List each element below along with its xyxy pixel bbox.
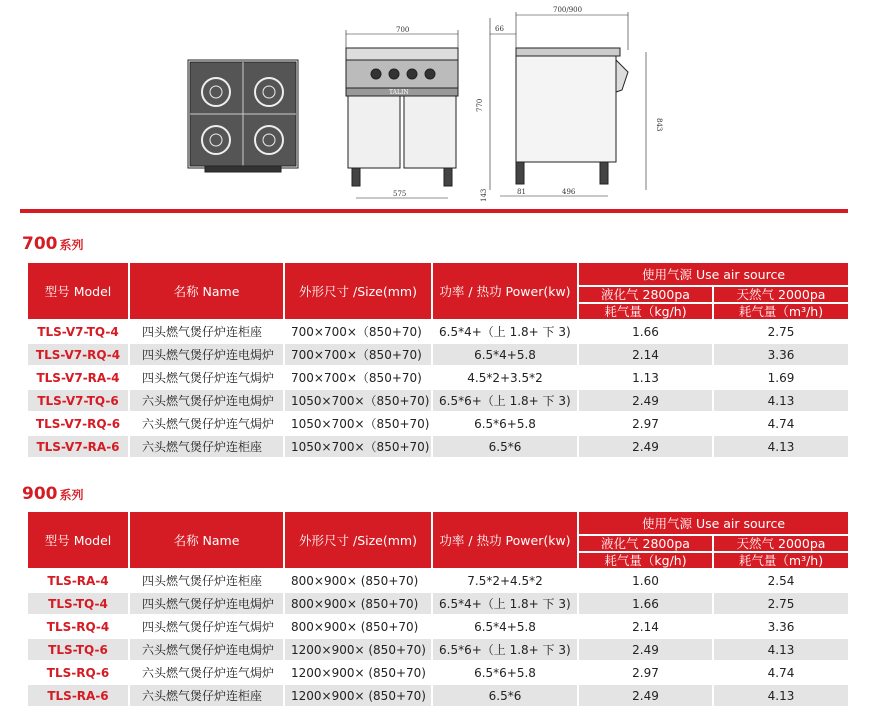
power-cell: 6.5*6 xyxy=(432,684,578,707)
name-cell: 四头燃气煲仔炉连电焗炉 xyxy=(129,343,284,366)
size-cell: 700×700×（850+70) xyxy=(284,366,432,389)
table-row xyxy=(27,343,849,366)
side-offset-dim: 66 xyxy=(495,25,504,33)
header-lpg: 液化气 2800pa xyxy=(578,535,713,552)
power-cell: 6.5*6+5.8 xyxy=(432,661,578,684)
model-cell: TLS-V7-RA-6 xyxy=(27,435,129,458)
model-cell: TLS-TQ-6 xyxy=(27,638,129,661)
name-cell: 六头燃气煲仔炉连气焗炉 xyxy=(129,412,284,435)
front-view-drawing xyxy=(346,30,458,198)
header-lpg-unit: 耗气量（kg/h) xyxy=(578,303,713,320)
name-cell: 四头燃气煲仔炉连柜座 xyxy=(129,569,284,592)
table-row xyxy=(27,661,849,684)
ng-cell: 4.13 xyxy=(713,684,849,707)
series-700-table xyxy=(26,261,850,459)
table-row xyxy=(27,366,849,389)
table-row xyxy=(27,592,849,615)
side-bottom-right-dim: 496 xyxy=(562,188,576,196)
table-row xyxy=(27,412,849,435)
power-cell: 6.5*4+5.8 xyxy=(432,615,578,638)
lpg-cell: 2.97 xyxy=(578,412,713,435)
header-air-source: 使用气源 Use air source xyxy=(578,511,849,535)
lpg-cell: 1.66 xyxy=(578,592,713,615)
model-cell: TLS-V7-RQ-6 xyxy=(27,412,129,435)
ng-cell: 2.75 xyxy=(713,592,849,615)
size-cell: 1050×700×（850+70) xyxy=(284,389,432,412)
header-name: 名称 Name xyxy=(129,262,284,320)
header-power: 功率 / 热功 Power(kw) xyxy=(432,262,578,320)
size-cell: 1200×900× (850+70) xyxy=(284,638,432,661)
ng-cell: 4.13 xyxy=(713,638,849,661)
table-row xyxy=(27,638,849,661)
name-cell: 六头燃气煲仔炉连电焗炉 xyxy=(129,389,284,412)
section-divider xyxy=(20,209,848,213)
size-cell: 700×700×（850+70) xyxy=(284,343,432,366)
lpg-cell: 2.49 xyxy=(578,684,713,707)
front-width-dim: 700 xyxy=(396,26,410,34)
power-cell: 6.5*6 xyxy=(432,435,578,458)
top-view-drawing xyxy=(188,60,298,172)
power-cell: 6.5*6+5.8 xyxy=(432,412,578,435)
model-cell: TLS-RQ-4 xyxy=(27,615,129,638)
lpg-cell: 1.13 xyxy=(578,366,713,389)
model-cell: TLS-TQ-4 xyxy=(27,592,129,615)
model-cell: TLS-RQ-6 xyxy=(27,661,129,684)
power-cell: 4.5*2+3.5*2 xyxy=(432,366,578,389)
lpg-cell: 1.60 xyxy=(578,569,713,592)
series-900-number: 900 xyxy=(22,484,58,504)
size-cell: 800×900× (850+70) xyxy=(284,569,432,592)
name-cell: 六头燃气煲仔炉连气焗炉 xyxy=(129,661,284,684)
side-right-height-dim: 843 xyxy=(655,118,663,132)
lpg-cell: 2.14 xyxy=(578,615,713,638)
table-row xyxy=(27,569,849,592)
size-cell: 700×700×（850+70) xyxy=(284,320,432,343)
size-cell: 1200×900× (850+70) xyxy=(284,684,432,707)
name-cell: 六头燃气煲仔炉连电焗炉 xyxy=(129,638,284,661)
table-row xyxy=(27,320,849,343)
series-700-title xyxy=(22,234,84,254)
side-bottom-left-dim: 81 xyxy=(517,188,526,196)
side-left-height-dim: 770 xyxy=(476,98,484,112)
header-lpg: 液化气 2800pa xyxy=(578,286,713,303)
header-lpg-unit: 耗气量（kg/h) xyxy=(578,552,713,569)
model-cell: TLS-V7-TQ-4 xyxy=(27,320,129,343)
series-700-number: 700 xyxy=(22,234,58,254)
side-top-dim: 700/900 xyxy=(553,6,583,14)
power-cell: 6.5*4+5.8 xyxy=(432,343,578,366)
ng-cell: 3.36 xyxy=(713,343,849,366)
power-cell: 6.5*4+（上 1.8+ 下 3) xyxy=(432,592,578,615)
size-cell: 1050×700×（850+70) xyxy=(284,435,432,458)
header-model: 型号 Model xyxy=(27,262,129,320)
ng-cell: 2.54 xyxy=(713,569,849,592)
ng-cell: 3.36 xyxy=(713,615,849,638)
product-drawings xyxy=(0,0,883,212)
name-cell: 四头燃气煲仔炉连柜座 xyxy=(129,320,284,343)
model-cell: TLS-RA-6 xyxy=(27,684,129,707)
header-ng: 天然气 2000pa xyxy=(713,535,849,552)
side-foot-dim: 143 xyxy=(480,188,488,202)
side-view-drawing xyxy=(490,12,646,196)
ng-cell: 4.74 xyxy=(713,412,849,435)
header-name: 名称 Name xyxy=(129,511,284,569)
front-bottom-dim: 575 xyxy=(393,190,407,198)
power-cell: 7.5*2+4.5*2 xyxy=(432,569,578,592)
ng-cell: 2.75 xyxy=(713,320,849,343)
size-cell: 800×900× (850+70) xyxy=(284,615,432,638)
power-cell: 6.5*6+（上 1.8+ 下 3) xyxy=(432,389,578,412)
series-900-title xyxy=(22,484,84,504)
header-air-source: 使用气源 Use air source xyxy=(578,262,849,286)
header-power: 功率 / 热功 Power(kw) xyxy=(432,511,578,569)
power-cell: 6.5*6+（上 1.8+ 下 3) xyxy=(432,638,578,661)
table-row xyxy=(27,435,849,458)
series-900-suffix: 系列 xyxy=(59,488,84,502)
lpg-cell: 2.49 xyxy=(578,638,713,661)
header-size: 外形尺寸 /Size(mm) xyxy=(284,511,432,569)
header-ng-unit: 耗气量（m³/h) xyxy=(713,303,849,320)
lpg-cell: 2.49 xyxy=(578,389,713,412)
size-cell: 1200×900× (850+70) xyxy=(284,661,432,684)
power-cell: 6.5*4+（上 1.8+ 下 3) xyxy=(432,320,578,343)
name-cell: 四头燃气煲仔炉连气焗炉 xyxy=(129,615,284,638)
table-row xyxy=(27,615,849,638)
name-cell: 四头燃气煲仔炉连气焗炉 xyxy=(129,366,284,389)
size-cell: 800×900× (850+70) xyxy=(284,592,432,615)
lpg-cell: 1.66 xyxy=(578,320,713,343)
table-row xyxy=(27,684,849,707)
name-cell: 六头燃气煲仔炉连柜座 xyxy=(129,435,284,458)
lpg-cell: 2.49 xyxy=(578,435,713,458)
ng-cell: 4.13 xyxy=(713,435,849,458)
table-row xyxy=(27,389,849,412)
lpg-cell: 2.97 xyxy=(578,661,713,684)
header-ng: 天然气 2000pa xyxy=(713,286,849,303)
series-900-table xyxy=(26,510,850,708)
header-size: 外形尺寸 /Size(mm) xyxy=(284,262,432,320)
series-700-suffix: 系列 xyxy=(59,238,84,252)
model-cell: TLS-V7-RA-4 xyxy=(27,366,129,389)
ng-cell: 4.74 xyxy=(713,661,849,684)
brand-logo-text: TALIN xyxy=(389,89,409,96)
header-ng-unit: 耗气量（m³/h) xyxy=(713,552,849,569)
model-cell: TLS-RA-4 xyxy=(27,569,129,592)
ng-cell: 4.13 xyxy=(713,389,849,412)
ng-cell: 1.69 xyxy=(713,366,849,389)
header-model: 型号 Model xyxy=(27,511,129,569)
name-cell: 四头燃气煲仔炉连电焗炉 xyxy=(129,592,284,615)
lpg-cell: 2.14 xyxy=(578,343,713,366)
name-cell: 六头燃气煲仔炉连柜座 xyxy=(129,684,284,707)
model-cell: TLS-V7-TQ-6 xyxy=(27,389,129,412)
size-cell: 1050×700×（850+70) xyxy=(284,412,432,435)
model-cell: TLS-V7-RQ-4 xyxy=(27,343,129,366)
